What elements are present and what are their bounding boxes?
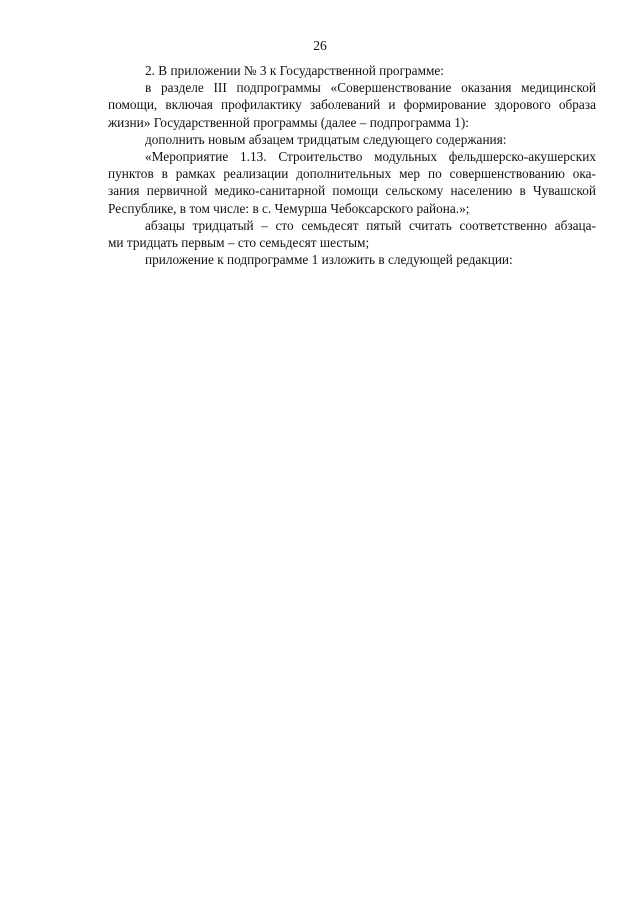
- text-line: приложение к подпрограмме 1 изложить в следующей редакции:: [145, 252, 513, 268]
- text-line: дополнить новым абзацем тридцатым следующего содержания:: [145, 131, 507, 147]
- text-line: помощи, включая профилактику заболеваний и формирование здорового образа: [108, 97, 596, 113]
- text-line: в разделе III подпрограммы «Совершенствование оказания медицинской: [145, 80, 596, 96]
- text-line: ми тридцать первым – сто семьдесят шестым;: [108, 234, 370, 250]
- text-line: зания первичной медико-санитарной помощи сельскому населению в Чувашской: [108, 183, 596, 199]
- text-line: пунктов в рамках реализации дополнительных мер по совершенствованию ока-: [108, 166, 596, 182]
- text-line: 2. В приложении № 3 к Государственной программе:: [145, 63, 445, 78]
- text-line: «Мероприятие 1.13. Строительство модульных фельдшерско-акушерских: [145, 148, 596, 164]
- text-line: абзацы тридцатый – сто семьдесят пятый считать соответственно абзаца-: [145, 217, 596, 233]
- body-text: [108, 62, 596, 268]
- text-line: жизни» Государственной программы (далее – подпрограмма 1):: [108, 114, 469, 130]
- page-number: 26: [313, 38, 327, 53]
- text-line: Республике, в том числе: в с. Чемурша Чебоксарского района.»;: [108, 200, 470, 216]
